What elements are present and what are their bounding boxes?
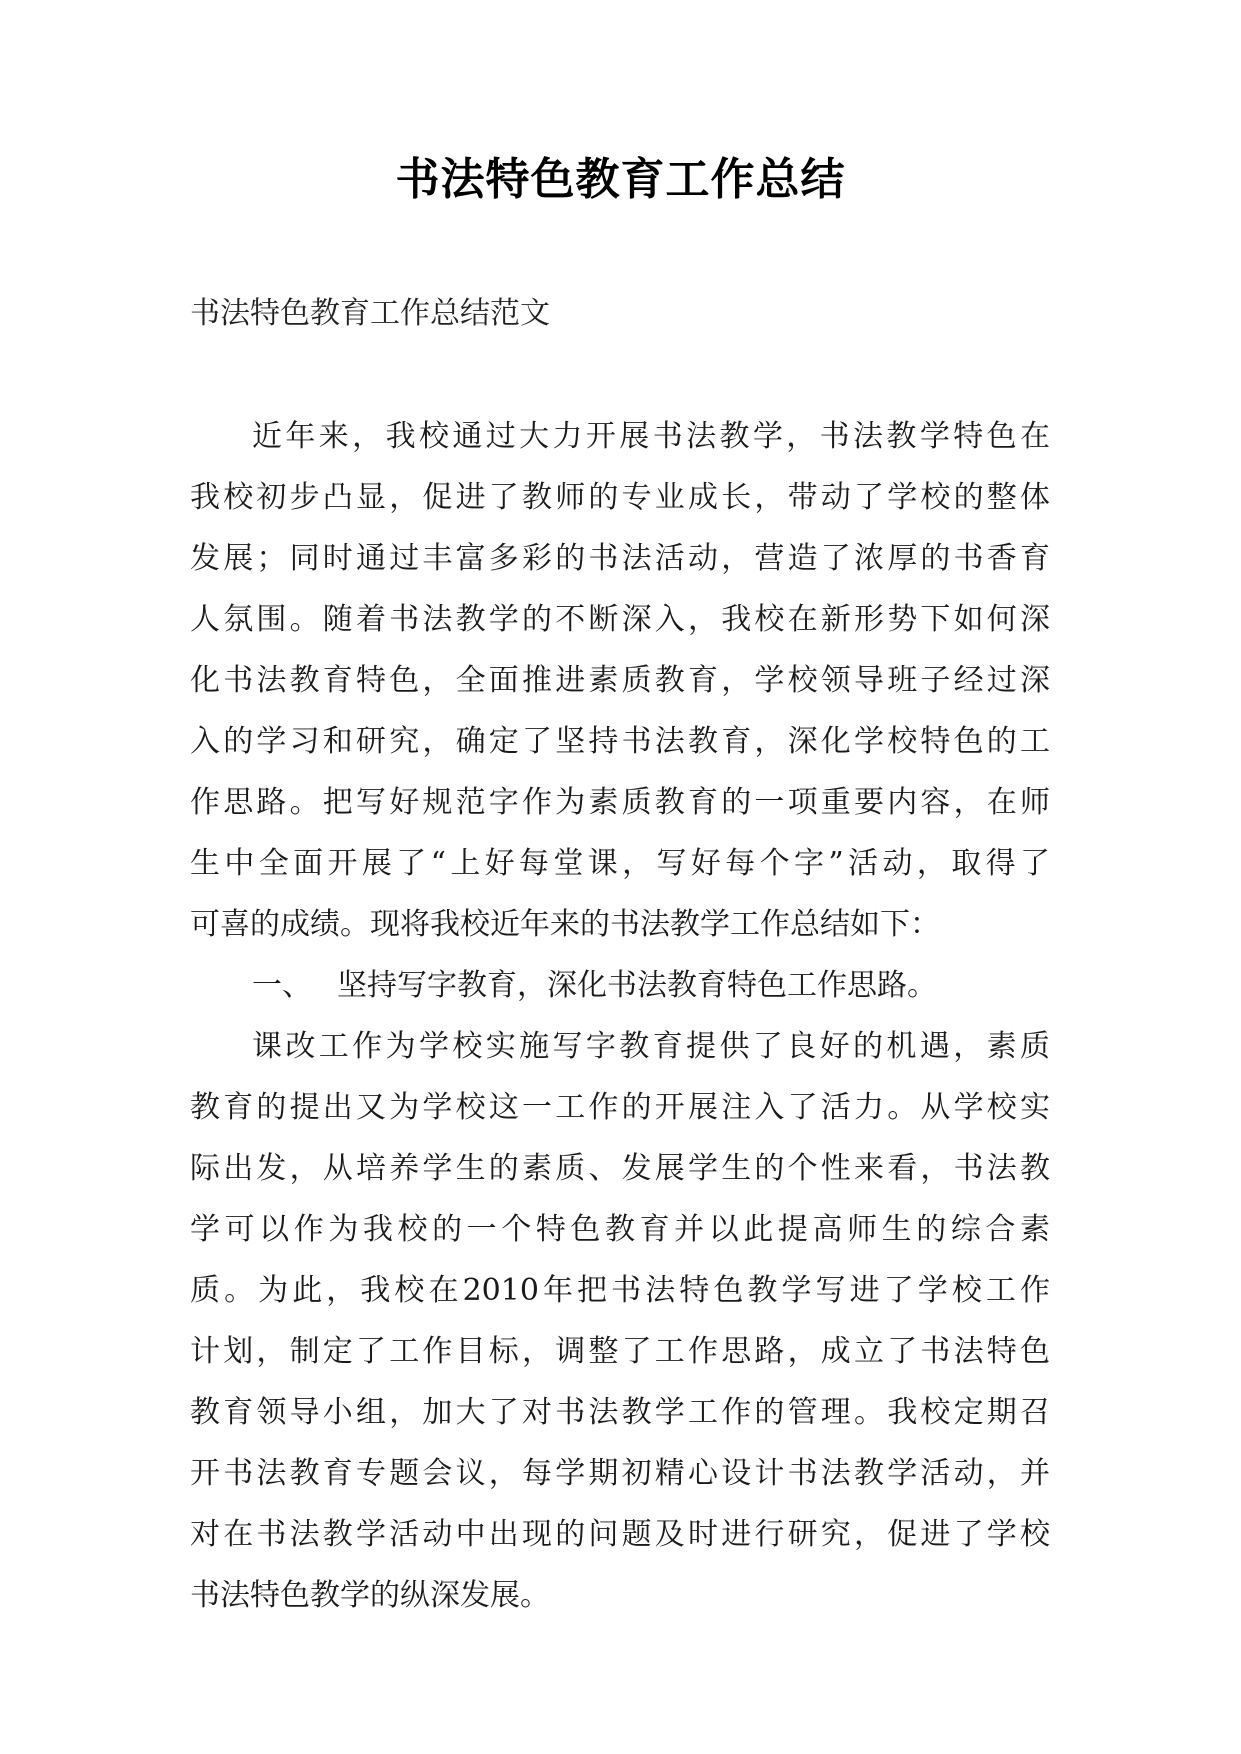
paragraph-2-line: 书法特色教学的纵深发展。 (190, 1578, 550, 1613)
document-title: 书法特色教育工作总结 (395, 154, 846, 205)
paragraph-2-line: 开书法教育专题会议，每学期初精心设计书法教学活动，并 (190, 1456, 1050, 1491)
document-body (190, 406, 1050, 1626)
paragraph-1-line: 我校初步凸显，促进了教师的专业成长，带动了学校的整体 (190, 480, 1050, 515)
paragraph-2-line: 教育领导小组，加大了对书法教学工作的管理。我校定期召 (190, 1395, 1050, 1430)
paragraph-2-line: 际出发，从培养学生的素质、发展学生的个性来看，书法教 (190, 1151, 1050, 1186)
paragraph-1-line: 作思路。把写好规范字作为素质教育的一项重要内容，在师 (190, 785, 1050, 820)
paragraph-1-line: 近年来，我校通过大力开展书法教学，书法教学特色在 (252, 419, 1050, 454)
paragraph-1-line: 可喜的成绩。现将我校近年来的书法教学工作总结如下： (190, 907, 940, 942)
paragraph-2-line: 质。为此，我校在2010年把书法特色教学写进了学校工作 (190, 1273, 1050, 1308)
section-heading-number: 一、 (252, 968, 312, 1003)
paragraph-1-line: 化书法教育特色，全面推进素质教育，学校领导班子经过深 (190, 663, 1050, 698)
paragraph-2-line: 教育的提出又为学校这一工作的开展注入了活力。从学校实 (190, 1090, 1050, 1125)
paragraph-2-line: 计划，制定了工作目标，调整了工作思路，成立了书法特色 (190, 1334, 1050, 1369)
paragraph-2-line: 对在书法教学活动中出现的问题及时进行研究，促进了学校 (190, 1517, 1050, 1552)
paragraph-2-line: 学可以作为我校的一个特色教育并以此提高师生的综合素 (190, 1212, 1050, 1247)
paragraph-2-line: 课改工作为学校实施写字教育提供了良好的机遇，素质 (252, 1029, 1050, 1064)
paragraph-1-line: 入的学习和研究，确定了坚持书法教育，深化学校特色的工 (190, 724, 1050, 759)
document-subtitle: 书法特色教育工作总结范文 (190, 296, 550, 331)
paragraph-1-line: 生中全面开展了“上好每堂课，写好每个字”活动，取得了 (190, 846, 1050, 881)
paragraph-1-line: 人氛围。随着书法教学的不断深入，我校在新形势下如何深 (190, 602, 1050, 637)
paragraph-1-line: 发展；同时通过丰富多彩的书法活动，营造了浓厚的书香育 (190, 541, 1050, 576)
section-heading-text: 坚持写字教育，深化书法教育特色工作思路。 (337, 968, 937, 1003)
section-heading-1 (190, 955, 1050, 1016)
